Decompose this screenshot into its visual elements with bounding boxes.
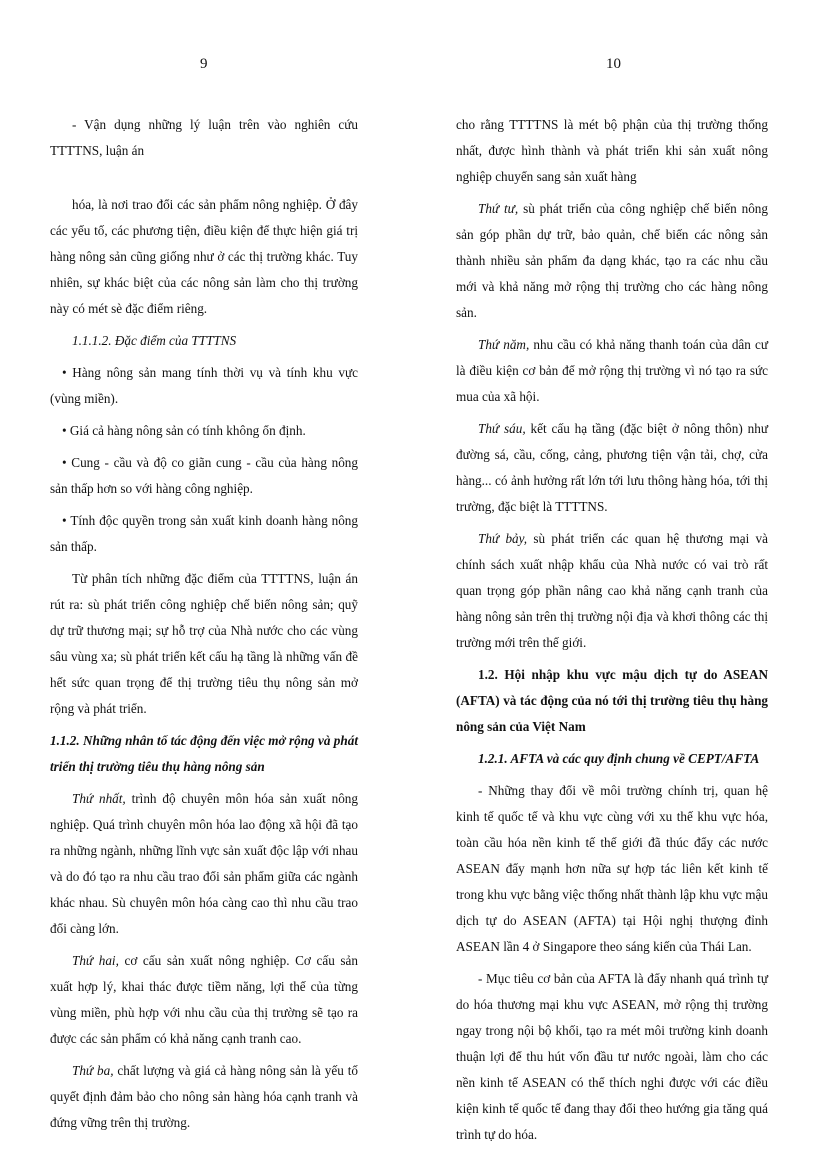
paragraph: - Mục tiêu cơ bản của AFTA là đẩy nhanh quá trình tự do hóa thương mại khu vực ASEAN, mở rộng thị trường ngay trong nội bộ khối, tạo ra mét môi trường kinh doanh thuận lợi để thu hút vốn đầu tư nước ngoài, làm cho các nền kinh tế ASEAN có thể thích nghi được với các điều kiện kinh tế quốc tế đang thay đổi theo hướng gia tăng quá trình tự do hóa. [456,971,768,1142]
page-number-left: 9 [200,56,208,72]
paragraph [456,526,768,656]
right-column [456,112,768,1154]
paragraph-text: sù phát triển các quan hệ thương mại và chính sách xuất nhập khẩu của Nhà nước có vai trò rất quan trọng góp phần nâng cao khả năng cạnh tranh của hàng nông sản trên thị trường nội địa và khơi thông các thị trường mới trên thế giới. [456,531,768,650]
lead-phrase: Thứ nhất, [72,791,126,806]
lead-phrase: Thứ năm, [478,337,530,352]
paragraph [50,1058,358,1136]
lead-phrase: Thứ bảy, [478,531,528,546]
bullet-item: • Tính độc quyền trong sản xuất kinh doanh hàng nông sản thấp. [50,513,358,554]
bullet-item: • Cung - cầu và độ co giãn cung - cầu của hàng nông sản thấp hơn so với hàng công nghiệp. [50,455,358,496]
paragraph: cho rằng TTTTNS là mét bộ phận của thị trường thống nhất, được hình thành và phát triển khi sản xuất nông nghiệp chuyển sang sản xuất hàng [456,117,768,184]
paragraph-text: trình độ chuyên môn hóa sản xuất nông nghiệp. Quá trình chuyên môn hóa lao động xã hội đã tạo ra những ngành, những lĩnh vực sản xuất độc lập với nhau và do đó tạo ra nhu cầu trao đổi sản phẩm giữa các ngành khác nhau. Sù chuyên môn hóa càng cao thì nhu cầu trao đổi càng lớn. [50,791,358,936]
paragraph [456,196,768,326]
paragraph-text: kết cấu hạ tầng (đặc biệt ở nông thôn) như đường sá, cầu, cống, cảng, phương tiện vận tải, chợ, cửa hàng... có ảnh hưởng rất lớn tới lưu thông hàng hóa, tới thị trường, đặc biệt là TTTTNS. [456,421,768,514]
lead-phrase: Thứ sáu, [478,421,526,436]
lead-phrase: Thứ ba, [72,1063,114,1078]
paragraph: - Vận dụng những lý luận trên vào nghiên cứu TTTTNS, luận án [50,117,358,158]
paragraph: Từ phân tích những đặc điểm của TTTTNS, luận án rút ra: sù phát triển công nghiệp chế biến nông sản; quỹ dự trữ thương mại; sự hỗ trợ của Nhà nước cho các vùng sâu vùng xa; sù phát triển kết cấu hạ tầng là những vấn đề hết sức quan trọng để thị trường tiêu thụ nông sản mở rộng và phát triển. [50,571,358,716]
paragraph [50,786,358,942]
paragraph: - Những thay đổi về môi trường chính trị, quan hệ kinh tế quốc tế và khu vực cùng với xu thế khu vực hóa, toàn cầu hóa nền kinh tế thế giới đã thúc đẩy các nước ASEAN đẩy mạnh hơn nữa sự hợp tác liên kết kinh tế trong khu vực bằng việc thống nhất thành lập khu vực mậu dịch tự do ASEAN (AFTA) tại Hội nghị thượng đỉnh ASEAN lần 4 ở Singapore theo sáng kiến của Thái Lan. [456,783,768,954]
paragraph [456,332,768,410]
paragraph-text: cơ cấu sản xuất nông nghiệp. Cơ cấu sản xuất hợp lý, khai thác được tiềm năng, lợi thế của từng vùng miền, phù hợp với nhu cầu của thị trường sẽ tạo ra được các sản phẩm có khả năng cạnh tranh cao. [50,953,358,1046]
section-heading: 1.1.1.2. Đặc điểm của TTTTNS [72,333,237,348]
subsection-heading: 1.2.1. AFTA và các quy định chung về CEPT/AFTA [478,751,760,766]
lead-phrase: Thứ hai, [72,953,119,968]
left-column [50,112,358,1142]
paragraph-text: nhu cầu có khả năng thanh toán của dân cư là điều kiện cơ bản để mở rộng thị trường vì nó tạo ra sức mua của xã hội. [456,337,768,404]
paragraph [50,948,358,1052]
bullet-item: • Hàng nông sản mang tính thời vụ và tính khu vực (vùng miền). [50,365,358,406]
section-heading: 1.2. Hội nhập khu vực mậu dịch tự do ASEAN (AFTA) và tác động của nó tới thị trường tiêu thụ hàng nông sản của Việt Nam [456,667,768,734]
lead-phrase: Thứ tư, [478,201,519,216]
paragraph [456,416,768,520]
paragraph-text: sù phát triển của công nghiệp chế biến nông sản góp phần dự trữ, bảo quản, chế biến các nông sản thành nhiều sản phẩm đa dạng khác, tạo ra các nhu cầu mới và khả năng mở rộng thị trường cho các hàng nông sản. [456,201,768,320]
paragraph: hóa, là nơi trao đổi các sản phẩm nông nghiệp. Ở đây các yếu tố, các phương tiện, điều kiện để thực hiện giá trị hàng nông sản cũng giống như ở các thị trường khác. Tuy nhiên, sự khác biệt của các nông sản làm cho thị trường này có mét sè đặc điểm riêng. [50,197,358,316]
page-number-right: 10 [606,56,621,72]
bullet-item: • Giá cả hàng nông sản có tính không ổn định. [62,423,306,438]
section-heading: 1.1.2. Những nhân tố tác động đến việc mở rộng và phát triển thị trường tiêu thụ hàng nông sản [50,733,358,774]
paragraph-text: chất lượng và giá cả hàng nông sản là yếu tố quyết định đảm bảo cho nông sản hàng hóa cạnh tranh và đứng vững trên thị trường. [50,1063,359,1130]
